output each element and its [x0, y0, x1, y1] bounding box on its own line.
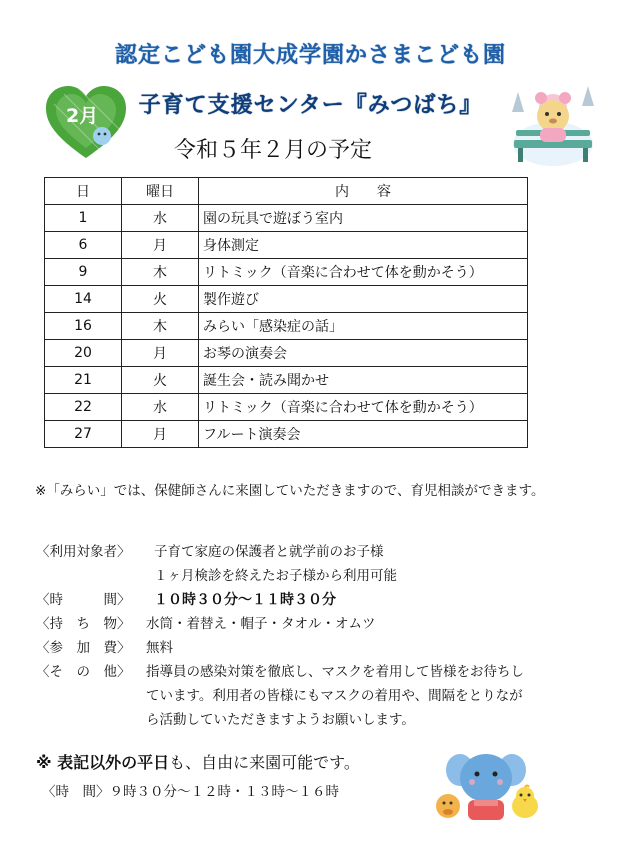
info-row-fee	[36, 636, 596, 660]
badge-month-text: 2月	[66, 105, 99, 127]
row-content: 誕生会・読み聞かせ	[199, 367, 528, 394]
row-weekday: 月	[122, 340, 199, 367]
info-row-other-2	[36, 684, 596, 708]
info-row-target-2	[36, 564, 596, 588]
row-weekday: 木	[122, 259, 199, 286]
weekday-open-notice	[36, 750, 360, 773]
header-day: 日	[45, 178, 122, 205]
spacer	[36, 708, 146, 732]
bear-on-bench-icon	[508, 82, 598, 168]
table-row	[45, 286, 528, 313]
row-content: フルート演奏会	[199, 421, 528, 448]
other-value-1: 指導員の感染対策を徹底し、マスクを着用して皆様をお待ちし	[146, 664, 524, 680]
row-day: 20	[45, 340, 122, 367]
target-value-2: １ヶ月検診を終えたお子様から利用可能	[154, 568, 397, 584]
row-content: 園の玩具で遊ぼう室内	[199, 205, 528, 232]
row-day: 21	[45, 367, 122, 394]
row-day: 22	[45, 394, 122, 421]
chick-icon	[508, 784, 542, 820]
row-day: 9	[45, 259, 122, 286]
header-content: 内 容	[199, 178, 528, 205]
table-row	[45, 340, 528, 367]
time-value: １０時３０分～１１時３０分	[154, 592, 336, 608]
row-weekday: 水	[122, 394, 199, 421]
usage-info	[36, 540, 596, 732]
info-row-items	[36, 612, 596, 636]
row-day: 14	[45, 286, 122, 313]
row-content: リトミック（音楽に合わせて体を動かそう）	[199, 259, 528, 286]
spacer	[36, 564, 146, 588]
header-weekday: 曜日	[122, 178, 199, 205]
info-row-time	[36, 588, 596, 612]
other-value-3: ら活動していただきますようお願いします。	[146, 712, 415, 728]
table-row	[45, 421, 528, 448]
row-day: 16	[45, 313, 122, 340]
info-row-target	[36, 540, 596, 564]
row-weekday: 月	[122, 421, 199, 448]
row-day: 6	[45, 232, 122, 259]
weekday-open-time: 〈時 間〉９時３０分～１２時・１３時～１６時	[42, 784, 339, 800]
row-day: 1	[45, 205, 122, 232]
fee-label: 〈参 加 費〉	[36, 640, 131, 656]
table-row	[45, 394, 528, 421]
weekday-open-suffix: も、自由に来園可能です。	[169, 753, 360, 772]
table-row	[45, 232, 528, 259]
other-value-2: ています。利用者の皆様にもマスクの着用や、間隔をとりなが	[146, 688, 523, 704]
table-row	[45, 367, 528, 394]
fee-value: 無料	[146, 640, 173, 656]
row-weekday: 火	[122, 286, 199, 313]
weekday-open-prefix: ※ 表記以外の平日	[36, 753, 170, 772]
table-row	[45, 205, 528, 232]
schedule-table	[44, 177, 528, 448]
time-label: 〈時 間〉	[36, 592, 131, 608]
row-weekday: 水	[122, 205, 199, 232]
row-weekday: 木	[122, 313, 199, 340]
table-row	[45, 259, 528, 286]
spacer	[36, 684, 146, 708]
consultation-note: ※「みらい」では、保健師さんに来園していただきますので、育児相談ができます。	[35, 483, 545, 499]
row-day: 27	[45, 421, 122, 448]
page-title: 認定こども園大成学園かさまこども園	[114, 43, 506, 68]
row-content: リトミック（音楽に合わせて体を動かそう）	[199, 394, 528, 421]
items-label: 〈持 ち 物〉	[36, 616, 131, 632]
target-label: 〈利用対象者〉	[36, 544, 131, 560]
schedule-subtitle: 令和５年２月の予定	[174, 138, 373, 163]
center-title: 子育て支援センター『みつばち』	[138, 93, 483, 118]
other-label: 〈そ の 他〉	[36, 664, 131, 680]
row-content: 身体測定	[199, 232, 528, 259]
table-row	[45, 313, 528, 340]
row-content: お琴の演奏会	[199, 340, 528, 367]
row-weekday: 月	[122, 232, 199, 259]
row-content: みらい「感染症の話」	[199, 313, 528, 340]
row-weekday: 火	[122, 367, 199, 394]
target-value: 子育て家庭の保護者と就学前のお子様	[154, 544, 384, 560]
table-header-row	[45, 178, 528, 205]
heart-badge-icon	[44, 84, 128, 160]
items-value: 水筒・着替え・帽子・タオル・オムツ	[146, 616, 376, 632]
row-content: 製作遊び	[199, 286, 528, 313]
info-row-other-3	[36, 708, 596, 732]
info-row-other	[36, 660, 596, 684]
